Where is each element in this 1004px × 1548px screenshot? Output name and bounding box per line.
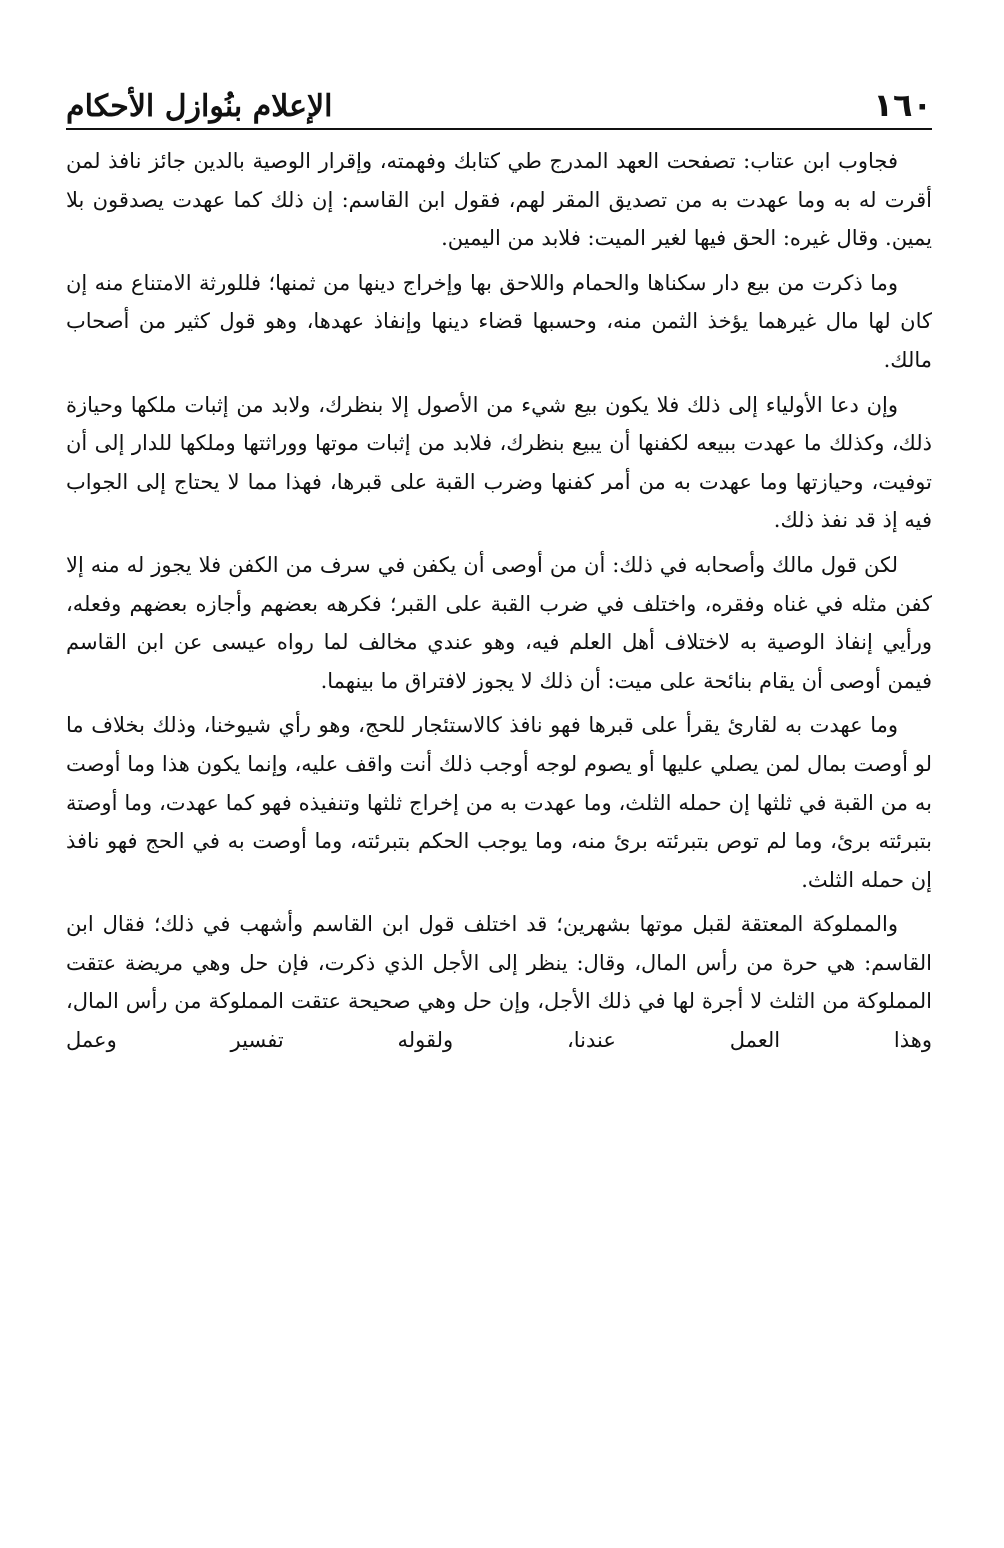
book-page	[66, 70, 932, 1066]
paragraph: وما ذكرت من بيع دار سكناها والحمام واللاحق بها وإخراج دينها من ثمنها؛ فللورثة الامتناع منه إن كان لها مال غيرهما يؤخذ الثمن منه، وحسبها قضاء دينها وإنفاذ عهدها، وهو قول كثير من أصحاب مالك.	[66, 270, 932, 372]
running-header	[66, 70, 932, 130]
paragraph: لكن قول مالك وأصحابه في ذلك: أن من أوصى أن يكفن في سرف من الكفن فلا يجوز له منه إلا كفن مثله في غناه وفقره، واختلف في ضرب القبة على القبر؛ فكرهه بعضهم وأجازه بعضهم وفعله، ورأيي إنفاذ الوصية به لاختلاف أهل العلم فيه، وهو عندي مخالف لما رواه عيسى عن ابن القاسم فيمن أوصى أن يقام بنائحة على ميت: أن ذلك لا يجوز لافتراق ما بينهما.	[66, 552, 932, 693]
paragraph: وما عهدت به لقارئ يقرأ على قبرها فهو نافذ كالاستئجار للحج، وهو رأي شيوخنا، وذلك بخلاف ما لو أوصت بمال لمن يصلي عليها أو يصوم لوجه أوجب ذلك أنت واقف عليه، وإنما يكون هذا وما أوصت به من القبة في ثلثها إن حمله الثلث، وما عهدت به من إخراج ثلثها وتنفيذه فهو كما عهدت، وما أوصتة بتبرئته برئ، وما لم توص بتبرئته برئ منه، وما يوجب الحكم بتبرئته، وما أوصت به في الحج فهو نافذ إن حمله الثلث.	[66, 713, 932, 892]
paragraph: فجاوب ابن عتاب: تصفحت العهد المدرج طي كتابك وفهمته، وإقرار الوصية بالدين جائز نافذ لمن أقرت له به وما عهدت به من تصديق المقر لهم، فقول ابن القاسم: إن ذلك كما عهدت يصدقون بلا يمين. وقال غيره: الحق فيها لغير الميت: فلابد من اليمين.	[66, 149, 932, 251]
page-number: ١٦٠	[873, 86, 932, 124]
paragraph: والمملوكة المعتقة لقبل موتها بشهرين؛ قد اختلف قول ابن القاسم وأشهب في ذلك؛ فقال ابن القاسم: هي حرة من رأس المال، وقال: ينظر إلى الأجل الذي ذكرت، فإن حل وهي مريضة عتقت المملوكة من الثلث لا أجرة لها في ذلك الأجل، وإن حل وهي صحيحة عتقت المملوكة من رأس المال، وهذا العمل عندنا، ولقوله تفسير وعمل	[66, 912, 932, 1053]
running-title: الإعلام بنُوازل الأحكام	[66, 89, 333, 124]
body-text	[66, 142, 932, 1060]
paragraph: وإن دعا الأولياء إلى ذلك فلا يكون بيع شيء من الأصول إلا بنظرك، ولابد من إثبات ملكها وحيازة ذلك، وكذلك ما عهدت ببيعه لكفنها أن يبيع بنظرك، فلابد من إثبات موتها ووراثتها وملكها للدار إلى أن توفيت، وحيازتها وما عهدت به من أمر كفنها وضرب القبة على قبرها، فهذا مما لا يحتاج إلى الجواب فيه إذ قد نفذ ذلك.	[66, 392, 932, 533]
